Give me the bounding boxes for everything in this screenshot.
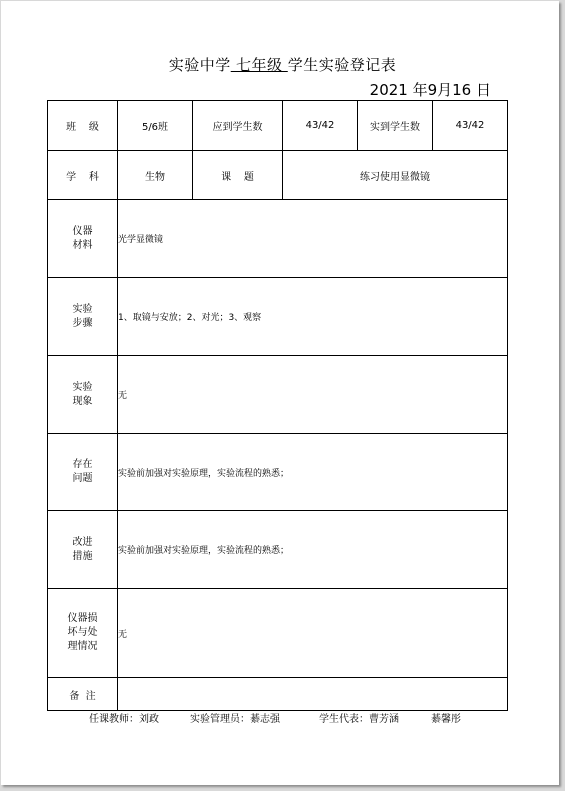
table-row-remarks bbox=[48, 678, 508, 711]
expected-students-value: 43/42 bbox=[283, 101, 358, 151]
improvements-value: 实验前加强对实验原理，实验流程的熟悉； bbox=[118, 511, 508, 589]
title-suffix: 学生实验登记表 bbox=[287, 56, 397, 74]
remarks-label: 备 注 bbox=[48, 678, 118, 711]
steps-label: 实验 步骤 bbox=[48, 278, 118, 356]
class-label: 班 级 bbox=[48, 101, 118, 151]
title-school: 实验中学 bbox=[168, 56, 231, 74]
table-row-improvements bbox=[48, 511, 508, 589]
class-value: 5/6班 bbox=[118, 101, 193, 151]
subject-label: 学 科 bbox=[48, 151, 118, 200]
expected-students-label: 应到学生数 bbox=[193, 101, 283, 151]
table-row-damage bbox=[48, 589, 508, 678]
actual-students-value: 43/42 bbox=[433, 101, 508, 151]
damage-value: 无 bbox=[118, 589, 508, 678]
problems-value: 实验前加强对实验原理，实验流程的熟悉； bbox=[118, 434, 508, 511]
table-row-class bbox=[48, 101, 508, 151]
topic-label: 课 题 bbox=[193, 151, 283, 200]
improvements-label: 改进 措施 bbox=[48, 511, 118, 589]
teacher-signature: 任课教师：刘政 bbox=[89, 714, 159, 725]
actual-students-label: 实到学生数 bbox=[358, 101, 433, 151]
remarks-value bbox=[118, 678, 508, 711]
table-row-equipment bbox=[48, 200, 508, 278]
manager-signature: 实验管理员：綦志强 bbox=[190, 714, 280, 725]
student-representative: 学生代表：曹芳涵 bbox=[319, 714, 399, 725]
equipment-label: 仪器 材料 bbox=[48, 200, 118, 278]
registration-table bbox=[47, 100, 508, 711]
phenomenon-value: 无 bbox=[118, 356, 508, 434]
signature-footer bbox=[47, 711, 507, 729]
table-row-phenomenon bbox=[48, 356, 508, 434]
steps-value: 1、取镜与安放；2、对光；3、观察 bbox=[118, 278, 508, 356]
phenomenon-label: 实验 现象 bbox=[48, 356, 118, 434]
table-row-problems bbox=[48, 434, 508, 511]
document-date: 2021 年9月16 日 bbox=[369, 81, 491, 99]
problems-label: 存在 问题 bbox=[48, 434, 118, 511]
table-row-subject bbox=[48, 151, 508, 200]
damage-label: 仪器损 坏与处 理情况 bbox=[48, 589, 118, 678]
document-title bbox=[0, 54, 565, 75]
title-grade: 七年级 bbox=[230, 56, 288, 74]
table-row-steps bbox=[48, 278, 508, 356]
student-representative-2: 綦馨彤 bbox=[431, 714, 461, 725]
equipment-value: 光学显微镜 bbox=[118, 200, 508, 278]
topic-value: 练习使用显微镜 bbox=[283, 151, 508, 200]
subject-value: 生物 bbox=[118, 151, 193, 200]
